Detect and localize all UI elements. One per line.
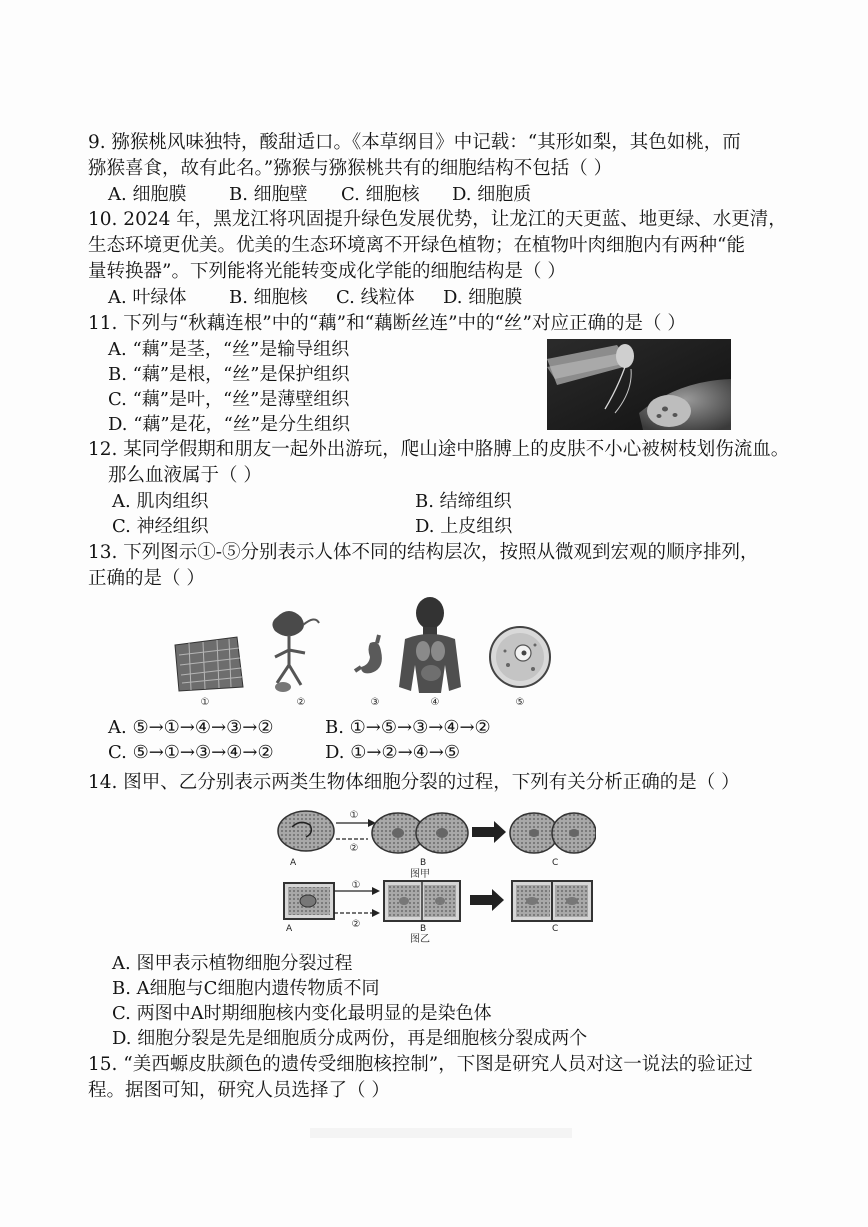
yi-label-a: A	[286, 924, 293, 934]
fig13-label-4: ④	[430, 697, 440, 708]
q10-option-c: C. 线粒体	[336, 287, 415, 308]
q10-stem-line1: 10. 2024 年，黑龙江将巩固提升绿色发展优势，让龙江的天更蓝、地更绿、水更清，	[88, 209, 787, 230]
q12-option-b: B. 结缔组织	[415, 491, 512, 512]
q13-option-c: C. ⑤→①→③→④→②	[108, 742, 274, 763]
fig13-label-3: ③	[370, 697, 380, 708]
q14-stem: 14. 图甲、乙分别表示两类生物体细胞分裂的过程，下列有关分析正确的是（ ）	[88, 772, 740, 793]
jia-caption: 图甲	[410, 869, 430, 880]
q9-stem-line2: 猕猴喜食，故有此名。”猕猴与猕猴桃共有的细胞结构不包括（ ）	[88, 158, 613, 179]
q12-stem-line2: 那么血液属于（ ）	[108, 465, 262, 486]
q9-stem-line1: 9. 猕猴桃风味独特，酸甜适口。《本草纲目》中记载：“其形如梨，其色如桃，而	[88, 132, 741, 153]
q11-option-b: B. “藕”是根，“丝”是保护组织	[108, 364, 350, 385]
q13-option-b: B. ①→⑤→③→④→②	[325, 717, 491, 738]
human-body-image	[399, 597, 461, 693]
jia-label-c: C	[552, 858, 559, 868]
q9-option-d: D. 细胞质	[452, 184, 532, 205]
yi-caption: 图乙	[410, 934, 430, 945]
q10-option-d: D. 细胞膜	[443, 287, 523, 308]
q10-stem-line2: 生态环境更优美。优美的生态环境离不开绿色植物；在植物叶肉细胞内有两种“能	[88, 235, 745, 256]
q12-stem-line1: 12. 某同学假期和朋友一起外出游玩，爬山途中胳膊上的皮肤不小心被树枝划伤流血。	[88, 439, 790, 460]
q11-stem: 11. 下列与“秋藕连根”中的“藕”和“藕断丝连”中的“丝”对应正确的是（ ）	[88, 313, 686, 334]
organ-image	[355, 635, 382, 673]
q12-option-c: C. 神经组织	[112, 516, 209, 537]
q14-option-c: C. 两图中A时期细胞核内变化最明显的是染色体	[112, 1003, 492, 1024]
q11-option-c: C. “藕”是叶，“丝”是薄壁组织	[108, 389, 350, 410]
q10-option-b: B. 细胞核	[229, 287, 308, 308]
jia-label-a: A	[290, 858, 297, 868]
system-image	[272, 611, 319, 692]
q11-option-a: A. “藕”是茎，“丝”是输导组织	[108, 339, 350, 360]
yi-arrow-2-label: ②	[351, 919, 361, 930]
q13-stem-line1: 13. 下列图示①-⑤分别表示人体不同的结构层次，按照从微观到宏观的顺序排列，	[88, 542, 759, 563]
fig13-label-2: ②	[296, 697, 306, 708]
figure-jia-animal-cells	[278, 811, 596, 853]
q12-option-a: A. 肌肉组织	[112, 491, 209, 512]
lotus-root-photo	[547, 339, 731, 430]
scan-smudge	[310, 1128, 572, 1138]
q13-stem-line2: 正确的是（ ）	[88, 568, 205, 589]
yi-label-c: C	[552, 924, 559, 934]
q13-option-d: D. ①→②→④→⑤	[325, 742, 461, 763]
q10-option-a: A. 叶绿体	[108, 287, 187, 308]
q12-option-d: D. 上皮组织	[415, 516, 513, 537]
jia-arrow-2-label: ②	[349, 843, 359, 854]
q14-option-b: B. A细胞与C细胞内遗传物质不同	[112, 978, 380, 999]
q13-structure-levels-figure	[165, 595, 565, 710]
yi-arrow-1-label: ①	[351, 880, 361, 891]
fig13-label-1: ①	[200, 697, 210, 708]
q9-option-a: A. 细胞膜	[108, 184, 187, 205]
q14-cell-division-figure	[276, 805, 596, 945]
q10-stem-line3: 量转换器”。下列能将光能转变成化学能的细胞结构是（ ）	[88, 261, 566, 282]
jia-label-b: B	[420, 858, 427, 868]
jia-arrow-1-label: ①	[349, 810, 359, 821]
tissue-image	[175, 637, 243, 691]
q14-option-a: A. 图甲表示植物细胞分裂过程	[112, 953, 353, 974]
q15-stem-line1: 15. “美西螈皮肤颜色的遗传受细胞核控制”，下图是研究人员对这一说法的验证过	[88, 1054, 753, 1075]
q9-option-c: C. 细胞核	[341, 184, 420, 205]
q11-option-d: D. “藕”是花，“丝”是分生组织	[108, 414, 351, 435]
q13-option-a: A. ⑤→①→④→③→②	[108, 717, 274, 738]
q15-stem-line2: 程。据图可知，研究人员选择了（ ）	[88, 1080, 390, 1101]
yi-label-b: B	[420, 924, 427, 934]
q14-option-d: D. 细胞分裂是先是细胞质分成两份，再是细胞核分裂成两个	[112, 1028, 588, 1049]
figure-yi-plant-cells	[284, 881, 592, 921]
cell-image	[490, 627, 550, 687]
q9-option-b: B. 细胞壁	[229, 184, 308, 205]
fig13-label-5: ⑤	[515, 697, 525, 708]
